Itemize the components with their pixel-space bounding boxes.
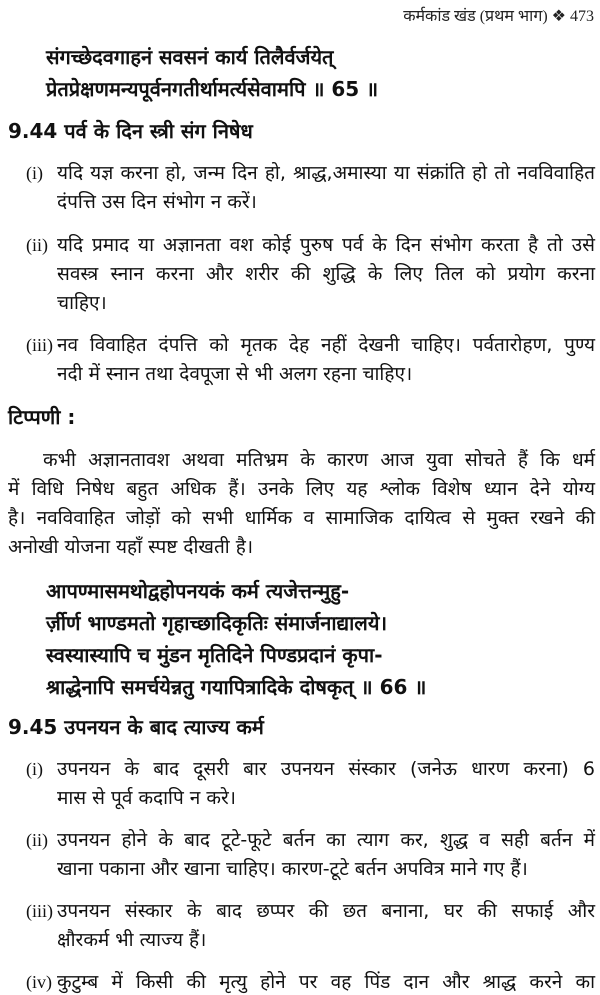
item-line: दंपत्ति उस दिन संभोग न करें।	[57, 191, 257, 213]
note-heading: टिप्पणी :	[8, 405, 76, 429]
item-line: उपनयन होने के बाद टूटे-फूटे बर्तन का त्याग कर, शुद्ध व सही बर्तन में	[57, 829, 595, 851]
item-label: (i)	[26, 163, 43, 183]
item-line: कुटुम्ब में किसी की मृत्यु होने पर वह पिंड दान और श्राद्ध करने का	[57, 971, 595, 993]
item-label: (i)	[26, 759, 43, 779]
page-number: 473	[570, 8, 594, 25]
item-line: नदी में स्नान तथा देवपूजा से भी अलग रहना चाहिए।	[57, 363, 413, 385]
item-label: (ii)	[26, 235, 48, 255]
item-line: उपनयन संस्कार के बाद छप्पर की छत बनाना, घर की सफाई और	[57, 900, 595, 922]
item-label: (ii)	[26, 830, 48, 850]
item-label: (iii)	[26, 901, 53, 921]
item-line: क्षौरकर्म भी त्याज्य हैं।	[57, 929, 207, 951]
item-line: खाना पकाना और खाना चाहिए। कारण-टूटे बर्तन अपवित्र माने गए हैं।	[57, 858, 528, 880]
note-line: है। नवविवाहित जोड़ों को सभी धार्मिक व सामाजिक दायित्व से मुक्त रखने की	[8, 507, 595, 529]
section-heading-9-45: 9.45 उपनयन के बाद त्याज्य कर्म	[8, 715, 264, 739]
section-heading-9-44: 9.44 पर्व के दिन स्त्री संग निषेध	[8, 119, 253, 143]
item-line: सवस्त्र स्नान करना और शरीर की शुद्धि के लिए तिल को प्रयोग करना	[57, 263, 595, 285]
verse-65-line: प्रेतप्रेक्षणमन्यपूर्वनगतीर्थामर्त्यसेवामपि ॥ 65 ॥	[46, 77, 379, 101]
verse-66-line: स्वस्यास्यापि च मुंडन मृतिदिने पिण्डप्रदानं कृपा-	[46, 643, 383, 667]
item-label: (iii)	[26, 335, 53, 355]
item-line: उपनयन के बाद दूसरी बार उपनयन संस्कार (जनेऊ धारण करना) 6	[57, 758, 595, 780]
note-line: अनोखी योजना यहाँ स्पष्ट दीखती है।	[8, 536, 254, 558]
verse-65-line: संगच्छेदवगाहनं सवसनं कार्य तिलैर्वर्जयेत्	[46, 45, 334, 69]
item-line: यदि यज्ञ करना हो, जन्म दिन हो, श्राद्ध,अमास्या या संक्रांति हो तो नवविवाहित	[57, 162, 595, 184]
verse-66-line: आपण्मासमथोद्वहोपनयकं कर्म त्यजेत्तन्मुहु-	[46, 579, 350, 603]
item-line: मास से पूर्व कदापि न करे।	[57, 787, 236, 809]
note-line: कभी अज्ञानतावश अथवा मतिभ्रम के कारण आज युवा सोचते हैं कि धर्म	[43, 449, 595, 471]
ornament-icon: ❖	[551, 8, 566, 25]
verse-66-line: र्ज़ीर्ण भाण्डमतो गृहाच्छादिकृतिः संमार्जनाद्यालये।	[46, 611, 388, 635]
verse-66-line: श्राद्धेनापि समर्चयेन्नतु गयापित्रादिके दोषकृत् ॥ 66 ॥	[46, 675, 427, 699]
item-line: यदि प्रमाद या अज्ञानता वश कोई पुरुष पर्व के दिन संभोग करता है तो उसे	[57, 234, 595, 256]
running-title: कर्मकांड खंड (प्रथम भाग)	[403, 8, 548, 25]
item-label: (iv)	[26, 972, 52, 992]
item-line: नव विवाहित दंपत्ति को मृतक देह नहीं देखनी चाहिए। पर्वतारोहण, पुण्य	[57, 334, 595, 356]
item-line: चाहिए।	[57, 292, 107, 314]
note-line: में विधि निषेध बहुत अधिक हैं। उनके लिए यह श्लोक विशेष ध्यान देने योग्य	[8, 478, 595, 500]
running-header	[403, 4, 594, 26]
